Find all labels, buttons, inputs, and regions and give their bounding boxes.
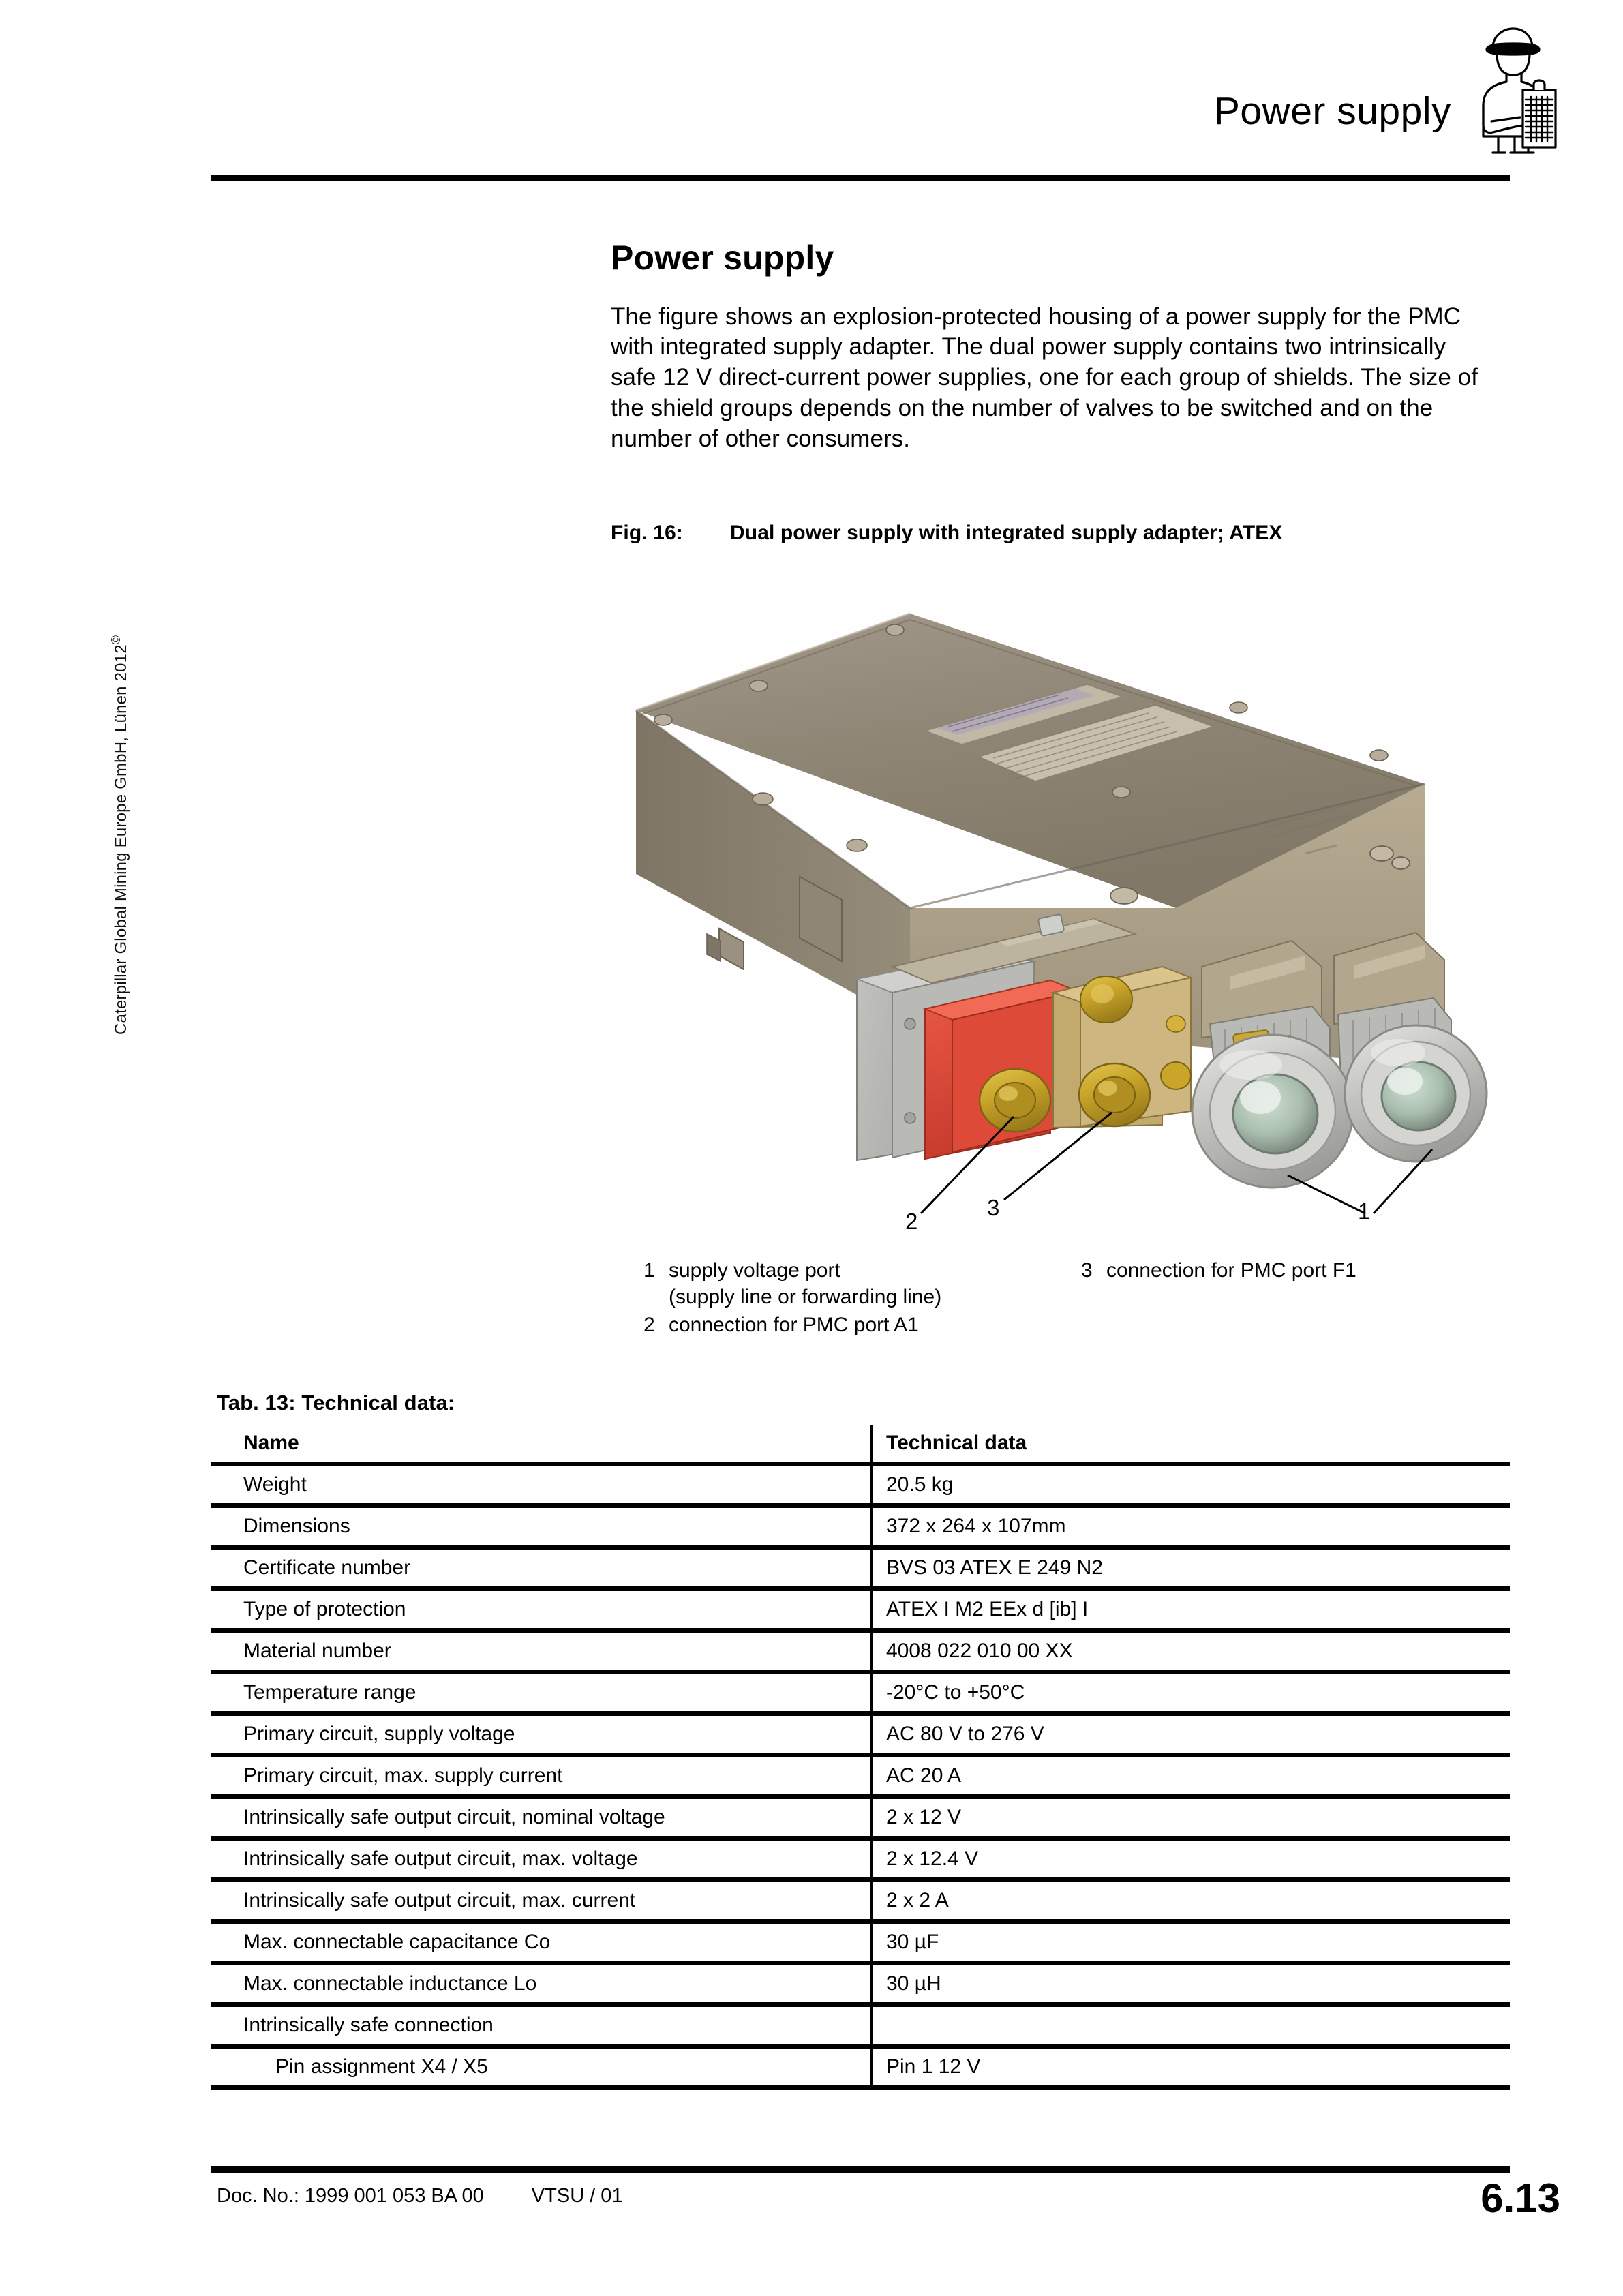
table-cell-name: Intrinsically safe output circuit, max. current (243, 1889, 636, 1912)
doc-variant-text: VTSU / 01 (531, 2185, 623, 2207)
table-cell-name: Type of protection (243, 1598, 406, 1620)
legend-number: 1 (643, 1259, 655, 1282)
table-rule (211, 2044, 1510, 2049)
legend-number: 2 (643, 1314, 655, 1337)
column-divider (870, 2049, 873, 2090)
column-divider (870, 1716, 873, 1757)
page-number: 6.13 (1481, 2175, 1560, 2221)
table-cell-value: 2 x 2 A (886, 1889, 949, 1912)
table-cell-value: ATEX I M2 EEx d [ib] I (886, 1598, 1089, 1620)
table-body (211, 1466, 1510, 2090)
table-rule (211, 1877, 1510, 1882)
column-divider (870, 1882, 873, 1924)
table-cell-name: Max. connectable inductance Lo (243, 1972, 537, 1995)
table-row (211, 1633, 1510, 1674)
column-divider (870, 1965, 873, 2007)
table-cell-value: AC 20 A (886, 1764, 962, 1787)
table-cell-name: Max. connectable capacitance Co (243, 1931, 551, 1953)
table-row (211, 1550, 1510, 1591)
table-rule (211, 1545, 1510, 1550)
table-rule (211, 1462, 1510, 1466)
table-cell-name: Primary circuit, supply voltage (243, 1723, 515, 1745)
table-cell-name: Intrinsically safe output circuit, nominal voltage (243, 1806, 665, 1828)
main-content (611, 240, 1511, 455)
column-divider (870, 1591, 873, 1633)
footer-divider (211, 2166, 1510, 2173)
doc-no-text: Doc. No.: 1999 001 053 BA 00 (217, 2185, 484, 2207)
legend-column-right (1081, 1258, 1517, 1284)
callout-number-2: 2 (905, 1209, 918, 1234)
table-rule (211, 1961, 1510, 1965)
table-cell-name: Certificate number (243, 1556, 411, 1579)
table-cell-name: Primary circuit, max. supply current (243, 1764, 563, 1787)
table-rule (211, 1753, 1510, 1757)
column-divider (870, 1425, 873, 1466)
table-row (211, 1924, 1510, 1965)
column-header-name: Name (243, 1432, 299, 1454)
table-cell-value: 30 µH (886, 1972, 941, 1995)
column-divider (870, 1757, 873, 1799)
copyright-text: Caterpillar Global Mining Europe GmbH, Lünen 2012 (112, 644, 130, 1035)
footer-document-number (217, 2185, 623, 2207)
header-divider (211, 175, 1510, 181)
table-header-row (211, 1425, 1510, 1466)
table-cell-value: 4008 022 010 00 XX (886, 1640, 1073, 1662)
table-cell-value: 2 x 12 V (886, 1806, 962, 1828)
figure-number: Fig. 16: (611, 522, 683, 544)
page-header (0, 0, 1623, 198)
table-row (211, 1716, 1510, 1757)
figure-photo (617, 588, 1493, 1218)
table-row (211, 1799, 1510, 1841)
table-cell-name: Pin assignment X4 / X5 (275, 2055, 488, 2078)
legend-column-left (643, 1258, 1093, 1340)
callout-number-1: 1 (1358, 1198, 1371, 1224)
column-divider (870, 1508, 873, 1550)
column-divider (870, 1466, 873, 1508)
header-title: Power supply (1213, 89, 1451, 133)
legend-text: supply voltage port (669, 1259, 840, 1282)
table-rule (211, 1711, 1510, 1716)
table-row (211, 1965, 1510, 2007)
legend-subtext: (supply line or forwarding line) (669, 1286, 942, 1309)
table-rule (211, 2002, 1510, 2007)
table-rule (211, 2085, 1510, 2090)
table-row (211, 1591, 1510, 1633)
table-cell-value: -20°C to +50°C (886, 1681, 1025, 1704)
table-caption: Tab. 13: Technical data: (217, 1391, 455, 1415)
column-header-value: Technical data (886, 1432, 1027, 1454)
table-cell-name: Weight (243, 1473, 307, 1496)
technical-data-table (211, 1425, 1510, 2090)
table-cell-name: Material number (243, 1640, 391, 1662)
intro-paragraph: The figure shows an explosion-protected housing of a power supply for the PMC with integrated supply adapter. The dual power supply contains two intrinsically safe 12 V direct-current power supplies, one for each group of shields. The size of the shield groups depends on the number of valves to be switched and on the number of other consumers. (611, 303, 1478, 453)
table-rule (211, 1794, 1510, 1799)
table-row (211, 1508, 1510, 1550)
table-row (211, 2049, 1510, 2090)
table-row (211, 1757, 1510, 1799)
legend-item (1081, 1258, 1517, 1283)
table-rule (211, 1628, 1510, 1633)
legend-item (643, 1312, 1093, 1338)
column-divider (870, 1633, 873, 1674)
figure-caption-text: Dual power supply with integrated supply adapter; ATEX (730, 522, 1283, 544)
legend-text: connection for PMC port A1 (669, 1314, 919, 1337)
table-cell-value: 20.5 kg (886, 1473, 954, 1496)
table-cell-name: Dimensions (243, 1515, 350, 1537)
table-cell-value: Pin 1 12 V (886, 2055, 981, 2078)
column-divider (870, 1550, 873, 1591)
legend-item (643, 1258, 1093, 1283)
column-divider (870, 1841, 873, 1882)
column-divider (870, 2007, 873, 2049)
table-cell-name: Intrinsically safe output circuit, max. voltage (243, 1847, 638, 1870)
table-rule (211, 1919, 1510, 1924)
section-title: Power supply (611, 239, 834, 277)
legend-number: 3 (1081, 1259, 1093, 1282)
table-cell-value: 372 x 264 x 107mm (886, 1515, 1066, 1537)
figure-caption (611, 522, 1283, 545)
callout-number-3: 3 (987, 1195, 1000, 1220)
table-cell-value: 30 µF (886, 1931, 939, 1953)
table-cell-name: Intrinsically safe connection (243, 2014, 494, 2036)
table-cell-name: Temperature range (243, 1681, 416, 1704)
table-rule (211, 1836, 1510, 1841)
table-cell-value: 2 x 12.4 V (886, 1847, 979, 1870)
table-rule (211, 1670, 1510, 1674)
column-divider (870, 1799, 873, 1841)
copyright-symbol: © (109, 635, 123, 645)
table-rule (211, 1586, 1510, 1591)
table-row (211, 1882, 1510, 1924)
table-cell-value: AC 80 V to 276 V (886, 1723, 1044, 1745)
table-row (211, 1466, 1510, 1508)
copyright-notice (109, 544, 136, 1035)
brass-connector-block (1053, 967, 1191, 1128)
table-rule (211, 1503, 1510, 1508)
table-row (211, 2007, 1510, 2049)
column-divider (870, 1674, 873, 1716)
legend-text: connection for PMC port F1 (1106, 1259, 1356, 1282)
table-row (211, 1841, 1510, 1882)
table-row (211, 1674, 1510, 1716)
table-cell-value: BVS 03 ATEX E 249 N2 (886, 1556, 1103, 1579)
column-divider (870, 1924, 873, 1965)
worker-with-clipboard-icon (1466, 19, 1558, 159)
